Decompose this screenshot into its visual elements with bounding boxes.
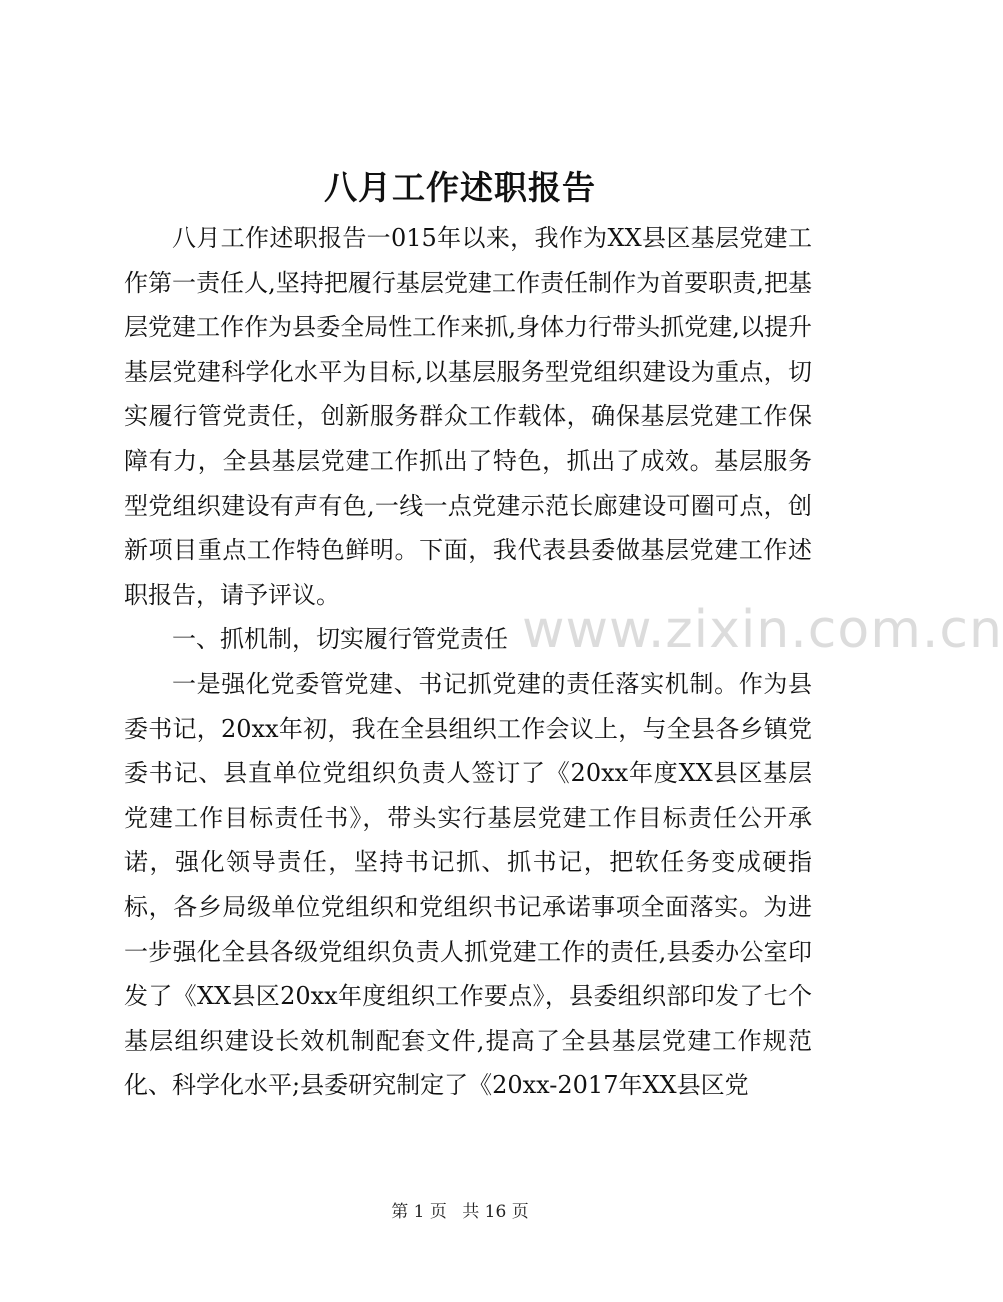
page-footer: [0, 1200, 920, 1224]
document-title: 八月工作述职报告: [324, 168, 596, 207]
watermark: www.zixin.com.cn: [522, 600, 1003, 660]
paragraph-intro: 八月工作述职报告一015年以来，我作为XX县区基层党建工作第一责任人,坚持把履行基层党建工作责任制作为首要职责,把基层党建工作作为县委全局性工作来抓,身体力行带头抓党建,以提升基层党建科学化水平为目标,以基层服务型党组织建设为重点，切实履行管党责任，创新服务群众工作载体，确保基层党建工作保障有力，全县基层党建工作抓出了特色，抓出了成效。基层服务型党组织建设有声有色,一线一点党建示范长廊建设可圈可点，创新项目重点工作特色鲜明。下面，我代表县委做基层党建工作述职报告，请予评议。: [124, 224, 812, 609]
paragraph-section-1: 一是强化党委管党建、书记抓党建的责任落实机制。作为县委书记，20xx年初，我在全县组织工作会议上，与全县各乡镇党委书记、县直单位党组织负责人签订了《20xx年度XX县区基层党建工作目标责任书》，带头实行基层党建工作目标责任公开承诺，强化领导责任，坚持书记抓、抓书记，把软任务变成硬指标，各乡局级单位党组织和党组织书记承诺事项全面落实。为进一步强化全县各级党组织负责人抓党建工作的责任,县委办公室印发了《XX县区20xx年度组织工作要点》，县委组织部印发了七个基层组织建设长效机制配套文件,提高了全县基层党建工作规范化、科学化水平;县委研究制定了《20xx-2017年XX县区党: [124, 669, 812, 1100]
page-total: 共 16 页: [462, 1202, 529, 1222]
page-number: 第 1 页: [391, 1202, 447, 1222]
document-body: [124, 216, 812, 1108]
section-heading-1: 一、抓机制，切实履行管党责任: [172, 625, 508, 654]
